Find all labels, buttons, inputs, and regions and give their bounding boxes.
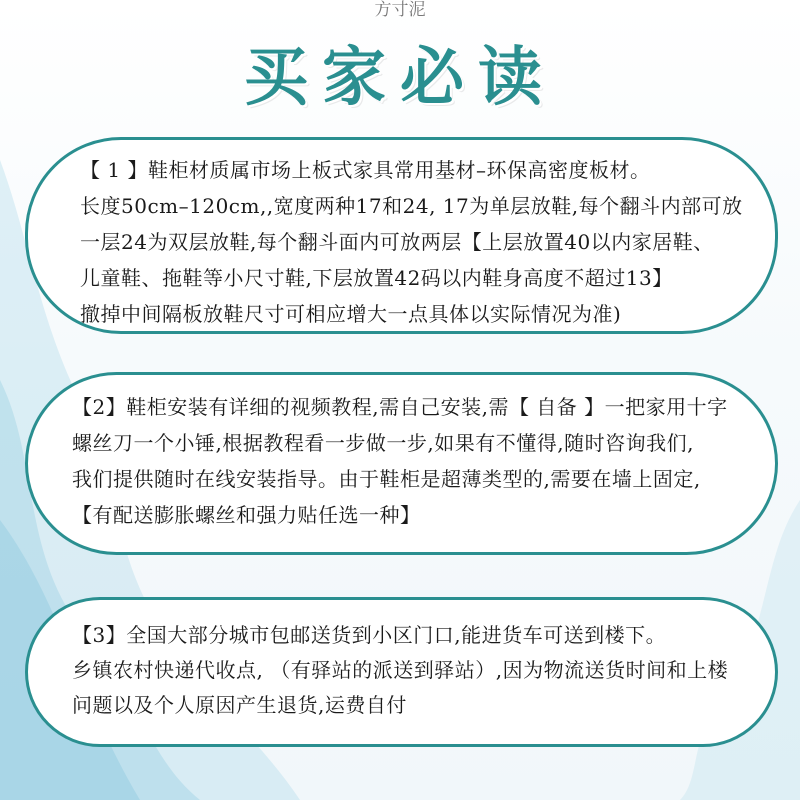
card-3-line: 【3】全国大部分城市包邮送货到小区门口,能进货车可送到楼下。	[72, 623, 667, 647]
card-1-line: 长度50cm–120cm,,宽度两种17和24, 17为单层放鞋,每个翻斗内部可放	[80, 194, 743, 218]
card-2-line: 我们提供随时在线安装指导。由于鞋柜是超薄类型的,需要在墙上固定,	[72, 467, 701, 491]
notice-card-3	[25, 597, 778, 747]
card-1-line: 儿童鞋、拖鞋等小尺寸鞋,下层放置42码以内鞋身高度不超过13】	[80, 266, 673, 290]
card-3-line: 问题以及个人原因产生退货,运费自付	[72, 693, 407, 717]
card-2-line: 【2】鞋柜安装有详细的视频教程,需自己安装,需【 自备 】一把家用十字	[72, 395, 728, 419]
page-title: 买家必读	[244, 40, 556, 115]
card-1-line: 撤掉中间隔板放鞋尺寸可相应增大一点具体以实际情况为准)	[80, 302, 622, 326]
card-1-line: 一层24为双层放鞋,每个翻斗面内可放两层【上层放置40以内家居鞋、	[80, 230, 714, 254]
card-3-line: 乡镇农村快递代收点, （有驿站的派送到驿站）,因为物流送货时间和上楼	[72, 658, 729, 682]
notice-card-2	[25, 372, 778, 555]
notice-card-1	[25, 137, 778, 334]
card-2-line: 螺丝刀一个小锤,根据教程看一步做一步,如果有不懂得,随时咨询我们,	[72, 431, 694, 455]
card-2-line: 【有配送膨胀螺丝和强力贴任选一种】	[72, 503, 421, 527]
brand-watermark: 方寸泥	[374, 0, 426, 20]
card-1-line: 【 1 】鞋柜材质属市场上板式家具常用基材–环保高密度板材。	[80, 158, 651, 182]
